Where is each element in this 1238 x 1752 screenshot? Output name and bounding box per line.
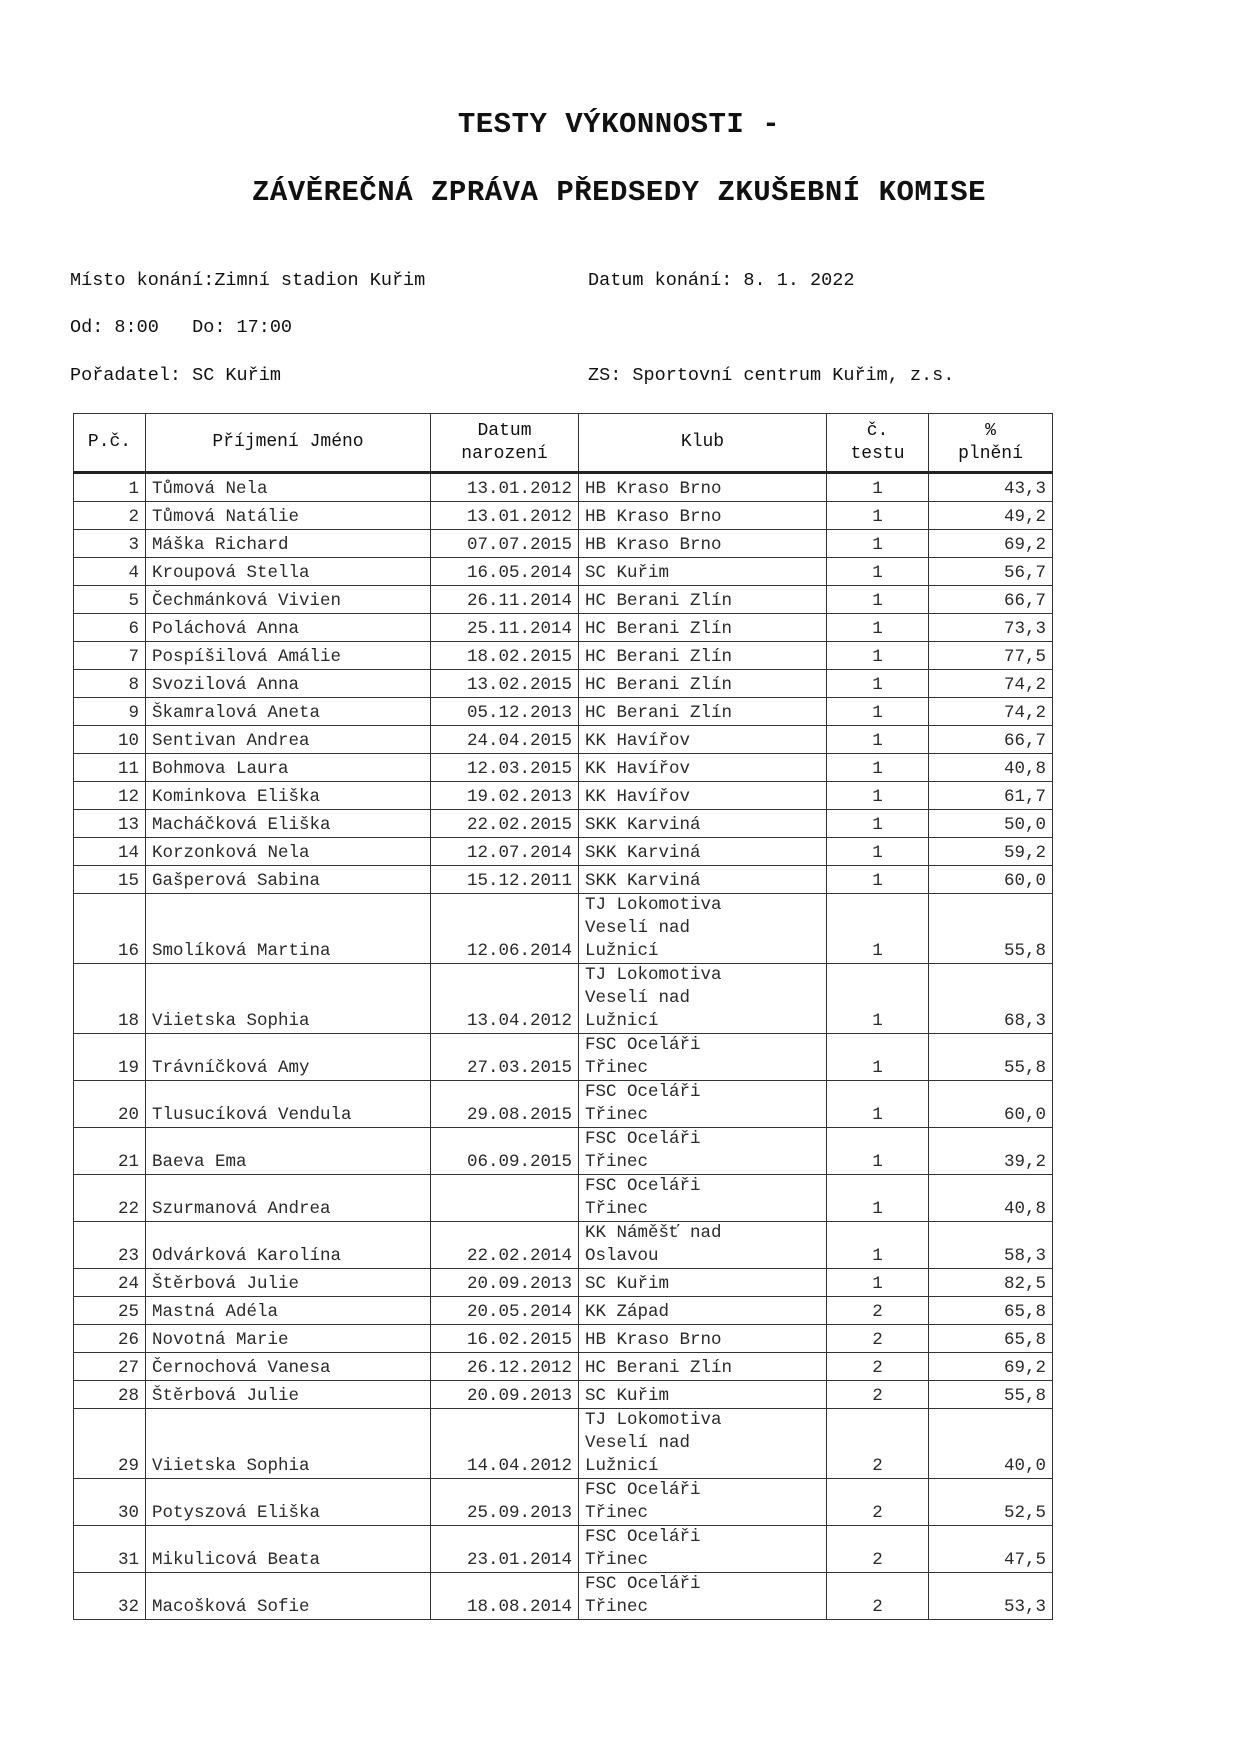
header-test-number: č. testu [827, 414, 929, 473]
row-club [579, 1479, 827, 1526]
row-number: 25 [74, 1297, 146, 1325]
row-test-number: 2 [827, 1297, 929, 1325]
row-number: 19 [74, 1034, 146, 1081]
row-percent: 82,5 [929, 1269, 1053, 1297]
row-name: Tlusucíková Vendula [146, 1081, 431, 1128]
row-club-line: Třinec [585, 1550, 649, 1570]
table-row [74, 754, 1053, 782]
row-date-of-birth: 13.02.2015 [431, 670, 579, 698]
row-date-of-birth: 22.02.2015 [431, 810, 579, 838]
table-row [74, 1325, 1053, 1353]
row-percent: 58,3 [929, 1222, 1053, 1269]
row-name: Trávníčková Amy [146, 1034, 431, 1081]
row-percent: 40,8 [929, 754, 1053, 782]
row-test-number: 1 [827, 1222, 929, 1269]
table-row [74, 726, 1053, 754]
time-range-text: Od: 8:00 Do: 17:00 [70, 317, 293, 338]
row-number: 32 [74, 1573, 146, 1620]
row-percent: 43,3 [929, 473, 1053, 502]
row-name: Macošková Sofie [146, 1573, 431, 1620]
row-club [579, 1034, 827, 1081]
row-name: Potyszová Eliška [146, 1479, 431, 1526]
row-name: Gašperová Sabina [146, 866, 431, 894]
row-percent: 69,2 [929, 530, 1053, 558]
row-club-line: Lužnicí [585, 1456, 659, 1476]
row-club: HB Kraso Brno [579, 502, 827, 530]
row-name: Štěrbová Julie [146, 1381, 431, 1409]
table-row [74, 838, 1053, 866]
table-row [74, 614, 1053, 642]
row-name: Sentivan Andrea [146, 726, 431, 754]
table-row [74, 502, 1053, 530]
row-name: Viietska Sophia [146, 1409, 431, 1479]
row-percent: 74,2 [929, 670, 1053, 698]
row-percent: 52,5 [929, 1479, 1053, 1526]
row-test-number: 1 [827, 1128, 929, 1175]
row-percent: 60,0 [929, 866, 1053, 894]
table-row [74, 642, 1053, 670]
row-name: Štěrbová Julie [146, 1269, 431, 1297]
row-test-number: 1 [827, 1175, 929, 1222]
row-club-line: Třinec [585, 1597, 649, 1617]
table-row [74, 782, 1053, 810]
table-row [74, 473, 1053, 502]
row-test-number: 2 [827, 1381, 929, 1409]
row-club [579, 1222, 827, 1269]
table-row [74, 530, 1053, 558]
table-row [74, 1353, 1053, 1381]
row-number: 15 [74, 866, 146, 894]
row-club: HC Berani Zlín [579, 642, 827, 670]
row-name: Svozilová Anna [146, 670, 431, 698]
organizer-text: Pořadatel: SC Kuřim [70, 365, 281, 386]
row-test-number: 1 [827, 670, 929, 698]
row-number: 1 [74, 473, 146, 502]
table-row [74, 1479, 1053, 1526]
row-percent: 39,2 [929, 1128, 1053, 1175]
row-number: 8 [74, 670, 146, 698]
row-number: 9 [74, 698, 146, 726]
row-name: Szurmanová Andrea [146, 1175, 431, 1222]
row-test-number: 1 [827, 866, 929, 894]
row-club: KK Havířov [579, 782, 827, 810]
row-club-line: TJ Lokomotiva [585, 895, 722, 915]
row-test-number: 2 [827, 1353, 929, 1381]
row-club-line: FSC Oceláři [585, 1082, 701, 1102]
row-date-of-birth: 22.02.2014 [431, 1222, 579, 1269]
row-percent: 49,2 [929, 502, 1053, 530]
row-test-number: 2 [827, 1479, 929, 1526]
table-row [74, 1381, 1053, 1409]
row-number: 16 [74, 894, 146, 964]
row-name: Škamralová Aneta [146, 698, 431, 726]
table-row [74, 1175, 1053, 1222]
header-club: Klub [579, 414, 827, 473]
header-name: Příjmení Jméno [146, 414, 431, 473]
row-club-line: FSC Oceláři [585, 1035, 701, 1055]
row-name: Macháčková Eliška [146, 810, 431, 838]
row-club-line: Třinec [585, 1058, 649, 1078]
row-club: HC Berani Zlín [579, 670, 827, 698]
row-percent: 50,0 [929, 810, 1053, 838]
row-name: Novotná Marie [146, 1325, 431, 1353]
row-number: 5 [74, 586, 146, 614]
table-row [74, 1526, 1053, 1573]
table-row [74, 586, 1053, 614]
row-name: Poláchová Anna [146, 614, 431, 642]
row-number: 20 [74, 1081, 146, 1128]
row-date-of-birth: 18.02.2015 [431, 642, 579, 670]
row-percent: 73,3 [929, 614, 1053, 642]
row-number: 21 [74, 1128, 146, 1175]
row-name: Korzonková Nela [146, 838, 431, 866]
table-row [74, 1081, 1053, 1128]
row-percent: 61,7 [929, 782, 1053, 810]
row-number: 23 [74, 1222, 146, 1269]
row-club: SKK Karviná [579, 810, 827, 838]
row-club-line: FSC Oceláři [585, 1176, 701, 1196]
row-club: KK Havířov [579, 754, 827, 782]
table-row [74, 1409, 1053, 1479]
row-test-number: 1 [827, 1081, 929, 1128]
row-test-number: 1 [827, 530, 929, 558]
zs-text: ZS: Sportovní centrum Kuřim, z.s. [588, 365, 955, 386]
row-club: KK Západ [579, 1297, 827, 1325]
table-row [74, 894, 1053, 964]
row-test-number: 1 [827, 614, 929, 642]
row-test-number: 1 [827, 502, 929, 530]
row-number: 3 [74, 530, 146, 558]
results-table [73, 413, 1053, 1620]
row-club-line: Lužnicí [585, 941, 659, 961]
table-header-row [74, 414, 1053, 473]
row-club-line: KK Náměšť nad [585, 1223, 722, 1243]
row-club: HC Berani Zlín [579, 614, 827, 642]
document-title-line-2: ZÁVĚREČNÁ ZPRÁVA PŘEDSEDY ZKUŠEBNÍ KOMISE [251, 176, 987, 209]
row-club-line: Veselí nad [585, 1433, 691, 1453]
row-number: 2 [74, 502, 146, 530]
row-club: HC Berani Zlín [579, 698, 827, 726]
row-number: 10 [74, 726, 146, 754]
header-percent: % plnění [929, 414, 1053, 473]
row-club-line: Třinec [585, 1503, 649, 1523]
row-date-of-birth: 16.05.2014 [431, 558, 579, 586]
document-title-line-1: TESTY VÝKONNOSTI - [457, 108, 781, 141]
table-row [74, 866, 1053, 894]
row-name: Baeva Ema [146, 1128, 431, 1175]
table-row [74, 1297, 1053, 1325]
row-club-line: TJ Lokomotiva [585, 965, 722, 985]
row-percent: 55,8 [929, 1034, 1053, 1081]
table-row [74, 1573, 1053, 1620]
row-test-number: 1 [827, 810, 929, 838]
row-percent: 65,8 [929, 1325, 1053, 1353]
row-percent: 60,0 [929, 1081, 1053, 1128]
row-name: Čechmánková Vivien [146, 586, 431, 614]
header-date-of-birth: Datum narození [431, 414, 579, 473]
row-club: SC Kuřim [579, 558, 827, 586]
table-row [74, 670, 1053, 698]
row-date-of-birth: 14.04.2012 [431, 1409, 579, 1479]
row-club-line: TJ Lokomotiva [585, 1410, 722, 1430]
row-club: SKK Karviná [579, 838, 827, 866]
row-date-of-birth [431, 1175, 579, 1222]
row-club-line: Veselí nad [585, 918, 691, 938]
table-row [74, 1222, 1053, 1269]
row-date-of-birth: 06.09.2015 [431, 1128, 579, 1175]
row-club-line: Třinec [585, 1152, 649, 1172]
row-club [579, 1526, 827, 1573]
row-name: Tůmová Natálie [146, 502, 431, 530]
row-club-line: Veselí nad [585, 988, 691, 1008]
row-name: Kroupová Stella [146, 558, 431, 586]
row-test-number: 1 [827, 698, 929, 726]
row-number: 18 [74, 964, 146, 1034]
row-number: 24 [74, 1269, 146, 1297]
row-test-number: 2 [827, 1409, 929, 1479]
row-number: 13 [74, 810, 146, 838]
row-name: Tůmová Nela [146, 473, 431, 502]
row-name: Smolíková Martina [146, 894, 431, 964]
row-date-of-birth: 12.03.2015 [431, 754, 579, 782]
row-test-number: 1 [827, 1034, 929, 1081]
row-club-line: FSC Oceláři [585, 1480, 701, 1500]
row-test-number: 1 [827, 894, 929, 964]
row-test-number: 2 [827, 1573, 929, 1620]
row-date-of-birth: 13.01.2012 [431, 473, 579, 502]
row-name: Kominkova Eliška [146, 782, 431, 810]
row-date-of-birth: 20.09.2013 [431, 1381, 579, 1409]
row-percent: 66,7 [929, 586, 1053, 614]
header-order-number: P.č. [74, 414, 146, 473]
row-date-of-birth: 29.08.2015 [431, 1081, 579, 1128]
row-date-of-birth: 25.11.2014 [431, 614, 579, 642]
row-club [579, 1573, 827, 1620]
row-number: 14 [74, 838, 146, 866]
row-percent: 74,2 [929, 698, 1053, 726]
table-row [74, 1128, 1053, 1175]
row-name: Bohmova Laura [146, 754, 431, 782]
row-test-number: 1 [827, 1269, 929, 1297]
table-row [74, 558, 1053, 586]
row-percent: 68,3 [929, 964, 1053, 1034]
row-number: 4 [74, 558, 146, 586]
event-date-text: Datum konání: 8. 1. 2022 [588, 270, 855, 291]
row-number: 27 [74, 1353, 146, 1381]
row-percent: 77,5 [929, 642, 1053, 670]
row-date-of-birth: 24.04.2015 [431, 726, 579, 754]
row-test-number: 1 [827, 754, 929, 782]
row-date-of-birth: 27.03.2015 [431, 1034, 579, 1081]
row-percent: 69,2 [929, 1353, 1053, 1381]
row-club-line: Lužnicí [585, 1011, 659, 1031]
row-club: HC Berani Zlín [579, 586, 827, 614]
row-date-of-birth: 12.06.2014 [431, 894, 579, 964]
row-club: HC Berani Zlín [579, 1353, 827, 1381]
row-club-line: Oslavou [585, 1246, 659, 1266]
row-number: 12 [74, 782, 146, 810]
row-date-of-birth: 19.02.2013 [431, 782, 579, 810]
row-club-line: Třinec [585, 1199, 649, 1219]
row-club: HB Kraso Brno [579, 530, 827, 558]
row-percent: 65,8 [929, 1297, 1053, 1325]
row-club [579, 1128, 827, 1175]
row-number: 22 [74, 1175, 146, 1222]
row-number: 7 [74, 642, 146, 670]
row-number: 28 [74, 1381, 146, 1409]
row-club-line: FSC Oceláři [585, 1527, 701, 1547]
row-percent: 55,8 [929, 1381, 1053, 1409]
row-test-number: 2 [827, 1526, 929, 1573]
row-club [579, 964, 827, 1034]
table-row [74, 1034, 1053, 1081]
row-club-line: FSC Oceláři [585, 1574, 701, 1594]
row-number: 29 [74, 1409, 146, 1479]
row-club: SC Kuřim [579, 1269, 827, 1297]
row-percent: 55,8 [929, 894, 1053, 964]
row-club-line: Třinec [585, 1105, 649, 1125]
row-club [579, 1409, 827, 1479]
row-percent: 66,7 [929, 726, 1053, 754]
row-club: HB Kraso Brno [579, 473, 827, 502]
row-test-number: 1 [827, 964, 929, 1034]
row-percent: 53,3 [929, 1573, 1053, 1620]
row-test-number: 1 [827, 558, 929, 586]
row-date-of-birth: 16.02.2015 [431, 1325, 579, 1353]
row-club [579, 1081, 827, 1128]
row-date-of-birth: 26.12.2012 [431, 1353, 579, 1381]
row-date-of-birth: 13.01.2012 [431, 502, 579, 530]
row-club: HB Kraso Brno [579, 1325, 827, 1353]
row-club: SKK Karviná [579, 866, 827, 894]
row-number: 26 [74, 1325, 146, 1353]
row-test-number: 1 [827, 782, 929, 810]
venue-text: Místo konání:Zimní stadion Kuřim [70, 270, 426, 291]
row-club [579, 894, 827, 964]
row-name: Mikulicová Beata [146, 1526, 431, 1573]
table-row [74, 810, 1053, 838]
row-test-number: 1 [827, 642, 929, 670]
row-number: 30 [74, 1479, 146, 1526]
row-date-of-birth: 07.07.2015 [431, 530, 579, 558]
row-test-number: 1 [827, 838, 929, 866]
row-date-of-birth: 13.04.2012 [431, 964, 579, 1034]
row-date-of-birth: 12.07.2014 [431, 838, 579, 866]
row-date-of-birth: 25.09.2013 [431, 1479, 579, 1526]
row-club: KK Havířov [579, 726, 827, 754]
table-row [74, 964, 1053, 1034]
row-number: 11 [74, 754, 146, 782]
row-name: Viietska Sophia [146, 964, 431, 1034]
row-test-number: 2 [827, 1325, 929, 1353]
row-club: SC Kuřim [579, 1381, 827, 1409]
row-percent: 56,7 [929, 558, 1053, 586]
row-date-of-birth: 23.01.2014 [431, 1526, 579, 1573]
row-name: Černochová Vanesa [146, 1353, 431, 1381]
row-date-of-birth: 15.12.2011 [431, 866, 579, 894]
row-date-of-birth: 20.09.2013 [431, 1269, 579, 1297]
row-number: 6 [74, 614, 146, 642]
row-name: Odvárková Karolína [146, 1222, 431, 1269]
row-percent: 47,5 [929, 1526, 1053, 1573]
row-percent: 59,2 [929, 838, 1053, 866]
table-row [74, 1269, 1053, 1297]
row-test-number: 1 [827, 473, 929, 502]
row-club-line: FSC Oceláři [585, 1129, 701, 1149]
row-name: Pospíšilová Amálie [146, 642, 431, 670]
row-name: Mastná Adéla [146, 1297, 431, 1325]
row-date-of-birth: 26.11.2014 [431, 586, 579, 614]
row-name: Máška Richard [146, 530, 431, 558]
row-number: 31 [74, 1526, 146, 1573]
row-date-of-birth: 20.05.2014 [431, 1297, 579, 1325]
row-percent: 40,8 [929, 1175, 1053, 1222]
row-test-number: 1 [827, 726, 929, 754]
row-club [579, 1175, 827, 1222]
row-date-of-birth: 18.08.2014 [431, 1573, 579, 1620]
row-test-number: 1 [827, 586, 929, 614]
row-percent: 40,0 [929, 1409, 1053, 1479]
row-date-of-birth: 05.12.2013 [431, 698, 579, 726]
table-row [74, 698, 1053, 726]
